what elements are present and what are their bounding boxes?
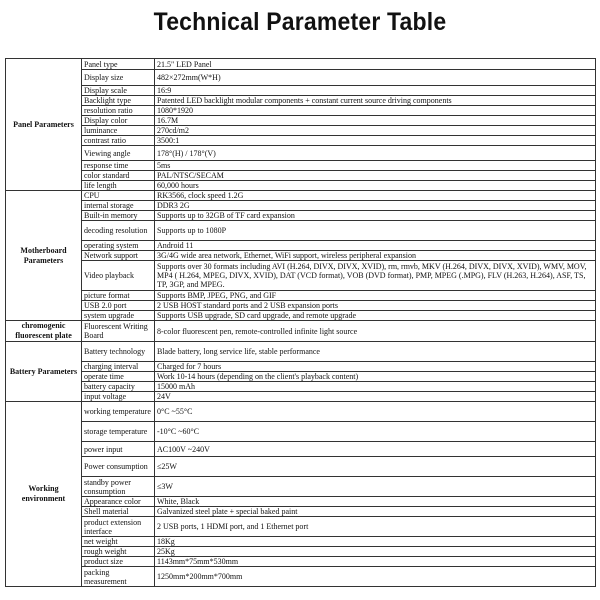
param-name: decoding resolution	[82, 221, 155, 241]
table-row	[6, 382, 596, 392]
param-value: Android 11	[155, 241, 596, 251]
table-row	[6, 221, 596, 241]
table-row	[6, 116, 596, 126]
page-title: Technical Parameter Table	[153, 8, 447, 36]
param-value: 15000 mAh	[155, 382, 596, 392]
table-row	[6, 301, 596, 311]
table-row	[6, 402, 596, 422]
param-value: 21.5" LED Panel	[155, 59, 596, 70]
param-name: operate time	[82, 372, 155, 382]
section-battery-parameters: Battery Parameters	[6, 342, 82, 402]
param-name: Viewing angle	[82, 146, 155, 161]
param-value: Supports USB upgrade, SD card upgrade, and remote upgrade	[155, 311, 596, 321]
param-value: 25Kg	[155, 547, 596, 557]
param-value: 2 USB ports, 1 HDMI port, and 1 Ethernet port	[155, 517, 596, 537]
section-motherboard-parameters: Motherboard Parameters	[6, 191, 82, 321]
param-value: Supports up to 1080P	[155, 221, 596, 241]
param-name: luminance	[82, 126, 155, 136]
param-value: Supports up to 32GB of TF card expansion	[155, 211, 596, 221]
param-name: Display scale	[82, 86, 155, 96]
param-value: ≤25W	[155, 457, 596, 477]
param-name: life length	[82, 181, 155, 191]
table-row	[6, 171, 596, 181]
table-row	[6, 291, 596, 301]
param-value: 16:9	[155, 86, 596, 96]
table-row	[6, 251, 596, 261]
param-name: battery capacity	[82, 382, 155, 392]
param-name: system upgrade	[82, 311, 155, 321]
table-row	[6, 362, 596, 372]
param-name: internal storage	[82, 201, 155, 211]
param-value: 16.7M	[155, 116, 596, 126]
table-row	[6, 181, 596, 191]
param-value: DDR3 2G	[155, 201, 596, 211]
param-name: Video playback	[82, 261, 155, 291]
table-row	[6, 547, 596, 557]
param-name: product size	[82, 557, 155, 567]
param-value: Charged for 7 hours	[155, 362, 596, 372]
param-value: Supports BMP, JPEG, PNG, and GIF	[155, 291, 596, 301]
param-value: 3500:1	[155, 136, 596, 146]
table-row	[6, 342, 596, 362]
table-row	[6, 477, 596, 497]
table-row	[6, 497, 596, 507]
table-row	[6, 557, 596, 567]
table-row	[6, 211, 596, 221]
param-name: rough weight	[82, 547, 155, 557]
section-working-environment: Working environment	[6, 402, 82, 587]
param-name: Shell material	[82, 507, 155, 517]
param-name: input voltage	[82, 392, 155, 402]
param-name: Panel type	[82, 59, 155, 70]
param-name: Built-in memory	[82, 211, 155, 221]
table-row	[6, 86, 596, 96]
param-value: -10°C ~60°C	[155, 422, 596, 442]
param-value: 1143mm*75mm*530mm	[155, 557, 596, 567]
param-name: Backlight type	[82, 96, 155, 106]
param-value: 3G/4G wide area network, Ethernet, WiFi support, wireless peripheral expansion	[155, 251, 596, 261]
table-row	[6, 442, 596, 457]
param-value: Blade battery, long service life, stable performance	[155, 342, 596, 362]
param-name: Power consumption	[82, 457, 155, 477]
param-value: AC100V ~240V	[155, 442, 596, 457]
param-value: 24V	[155, 392, 596, 402]
table-row	[6, 567, 596, 587]
param-name: storage temperature	[82, 422, 155, 442]
param-value: 0°C ~55°C	[155, 402, 596, 422]
param-name: Fluorescent Writing Board	[82, 321, 155, 342]
param-value: RK3566, clock speed 1.2G	[155, 191, 596, 201]
param-value: White, Black	[155, 497, 596, 507]
param-value: 482×272mm(W*H)	[155, 70, 596, 86]
param-value: 178°(H) / 178°(V)	[155, 146, 596, 161]
param-value: PAL/NTSC/SECAM	[155, 171, 596, 181]
param-name: contrast ratio	[82, 136, 155, 146]
table-row	[6, 392, 596, 402]
param-name: Display color	[82, 116, 155, 126]
table-row	[6, 507, 596, 517]
param-name: Battery technology	[82, 342, 155, 362]
param-value: Galvanized steel plate + special baked paint	[155, 507, 596, 517]
table-row	[6, 96, 596, 106]
table-row	[6, 457, 596, 477]
param-name: Display size	[82, 70, 155, 86]
table-row	[6, 422, 596, 442]
table-row	[6, 241, 596, 251]
param-name: Appearance color	[82, 497, 155, 507]
param-name: color standard	[82, 171, 155, 181]
section-chromogenic-fluorescent-plate: chromogenic fluorescent plate	[6, 321, 82, 342]
param-value: 1250mm*200mm*700mm	[155, 567, 596, 587]
section-panel-parameters: Panel Parameters	[6, 59, 82, 191]
param-value: 18Kg	[155, 537, 596, 547]
table-row	[6, 372, 596, 382]
param-name: standby power consumption	[82, 477, 155, 497]
table-row	[6, 59, 596, 70]
table-row	[6, 517, 596, 537]
param-name: net weight	[82, 537, 155, 547]
table-row	[6, 70, 596, 86]
param-name: resolution ratio	[82, 106, 155, 116]
param-name: response time	[82, 161, 155, 171]
param-name: picture format	[82, 291, 155, 301]
parameter-table	[5, 58, 596, 587]
param-value: ≤3W	[155, 477, 596, 497]
param-value: 8-color fluorescent pen, remote-controlled infinite light source	[155, 321, 596, 342]
param-value: Supports over 30 formats including AVI (H.264, DIVX, DIVX, XVID), rm, rmvb, MKV (H.264, DIVX, DIVX, XVID), WMV, MOV, MP4 ( H.264, MPEG, DIVX, XVID), DAT (VCD format), VOB (DVD format), PMP, MPEG (.MPG), FLV (H.263, H.264), ASF, TS, TP, 3GP, and MPEG.	[155, 261, 596, 291]
table-row	[6, 161, 596, 171]
table-row	[6, 537, 596, 547]
param-value: 270cd/m2	[155, 126, 596, 136]
param-name: Network support	[82, 251, 155, 261]
param-name: power input	[82, 442, 155, 457]
table-row	[6, 191, 596, 201]
param-value: 2 USB HOST standard ports and 2 USB expansion ports	[155, 301, 596, 311]
param-value: 1080*1920	[155, 106, 596, 116]
param-name: CPU	[82, 191, 155, 201]
table-row	[6, 146, 596, 161]
param-name: working temperature	[82, 402, 155, 422]
table-row	[6, 261, 596, 291]
table-row	[6, 126, 596, 136]
param-name: packing measurement	[82, 567, 155, 587]
table-row	[6, 311, 596, 321]
param-value: 5ms	[155, 161, 596, 171]
param-name: product extension interface	[82, 517, 155, 537]
table-row	[6, 106, 596, 116]
param-value: Patented LED backlight modular components + constant current source driving components	[155, 96, 596, 106]
table-row	[6, 321, 596, 342]
param-value: 60,000 hours	[155, 181, 596, 191]
param-value: Work 10-14 hours (depending on the client's playback content)	[155, 372, 596, 382]
table-row	[6, 136, 596, 146]
table-row	[6, 201, 596, 211]
param-name: operating system	[82, 241, 155, 251]
param-name: USB 2.0 port	[82, 301, 155, 311]
param-name: charging interval	[82, 362, 155, 372]
